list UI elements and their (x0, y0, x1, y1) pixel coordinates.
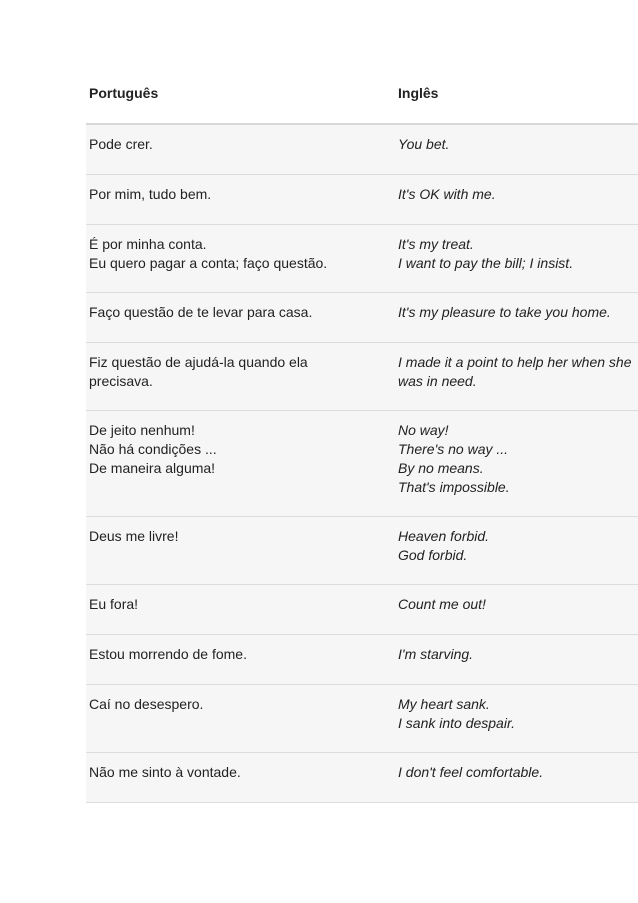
table-header-row (86, 66, 638, 125)
cell-line: There's no way ... (398, 441, 509, 457)
table-row (86, 411, 638, 517)
cell-english (395, 517, 638, 584)
cell-portuguese (86, 585, 395, 634)
cell-line: By no means. (398, 460, 484, 476)
cell-line: It's my pleasure to take you home. (398, 304, 611, 320)
table-row (86, 343, 638, 411)
cell-english (395, 293, 638, 342)
cell-line: De jeito nenhum! (89, 422, 195, 438)
cell-english (395, 685, 638, 752)
cell-english (395, 343, 638, 410)
cell-portuguese (86, 125, 395, 174)
cell-line: I'm starving. (398, 646, 474, 662)
cell-portuguese (86, 753, 395, 802)
cell-line: Pode crer. (89, 136, 153, 152)
cell-line: I made it a point to help her when she (398, 354, 632, 370)
table-row (86, 175, 638, 225)
cell-line: My heart sank. (398, 696, 490, 712)
cell-line: Fiz questão de ajudá-la quando ela (89, 354, 308, 370)
cell-english (395, 225, 638, 292)
table-row (86, 517, 638, 585)
cell-line: Deus me livre! (89, 528, 179, 544)
cell-line: Faço questão de te levar para casa. (89, 304, 313, 320)
cell-portuguese (86, 343, 395, 410)
cell-line: Heaven forbid. (398, 528, 490, 544)
cell-line: It's my treat. (398, 236, 474, 252)
cell-english (395, 411, 638, 516)
cell-portuguese (86, 635, 395, 684)
cell-portuguese (86, 293, 395, 342)
cell-line: Estou morrendo de fome. (89, 646, 247, 662)
table-body (86, 125, 638, 803)
cell-portuguese (86, 225, 395, 292)
table-row (86, 685, 638, 753)
cell-line: I sank into despair. (398, 715, 515, 731)
cell-line: precisava. (89, 373, 153, 389)
cell-line: I want to pay the bill; I insist. (398, 255, 574, 271)
cell-portuguese (86, 175, 395, 224)
cell-line: You bet. (398, 136, 450, 152)
cell-portuguese (86, 411, 395, 516)
cell-english (395, 753, 638, 802)
cell-line: Count me out! (398, 596, 486, 612)
cell-line: Caí no desespero. (89, 696, 204, 712)
table-row (86, 293, 638, 343)
cell-line: De maneira alguma! (89, 460, 216, 476)
cell-line: That's impossible. (398, 479, 510, 495)
cell-english (395, 585, 638, 634)
cell-line: Eu fora! (89, 596, 139, 612)
cell-english (395, 635, 638, 684)
cell-line: I don't feel comfortable. (398, 764, 544, 780)
cell-line: God forbid. (398, 547, 468, 563)
table-row (86, 585, 638, 635)
table-row (86, 753, 638, 803)
cell-line: É por minha conta. (89, 236, 207, 252)
cell-line: Não me sinto à vontade. (89, 764, 241, 780)
phrase-table (86, 66, 638, 803)
cell-portuguese (86, 517, 395, 584)
table-row (86, 225, 638, 293)
column-header-portuguese: Português (89, 85, 159, 101)
cell-english (395, 125, 638, 174)
cell-line: Por mim, tudo bem. (89, 186, 212, 202)
cell-line: No way! (398, 422, 449, 438)
table-row (86, 125, 638, 175)
cell-line: Não há condições ... (89, 441, 217, 457)
table-row (86, 635, 638, 685)
cell-line: was in need. (398, 373, 477, 389)
cell-line: Eu quero pagar a conta; faço questão. (89, 255, 328, 271)
cell-portuguese (86, 685, 395, 752)
cell-english (395, 175, 638, 224)
column-header-english: Inglês (398, 85, 439, 101)
cell-line: It's OK with me. (398, 186, 496, 202)
